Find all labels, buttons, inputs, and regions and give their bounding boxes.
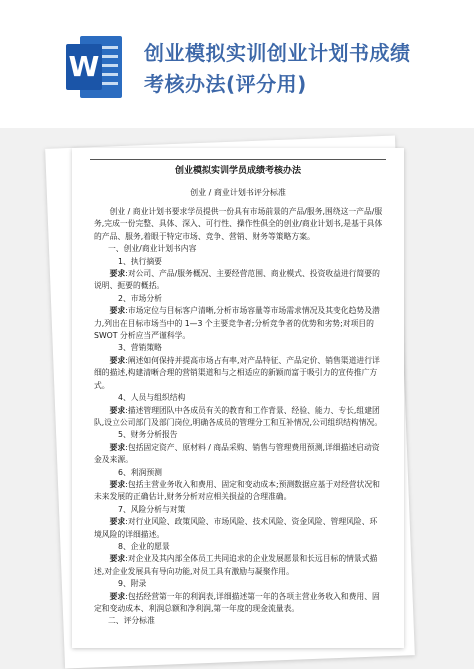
requirement-label: 要求: [109, 591, 126, 601]
item-title: 8、企业的愿景: [118, 541, 170, 551]
item-title: 3、营销策略: [118, 343, 162, 353]
requirement-text: :包括经营第一年的利润表,详细描述第一年的各项主营业务收入和费用、固定和变动成本、利润总额和净利润,第一年度的现金流量表。: [94, 591, 380, 613]
document-title: [144, 38, 464, 100]
page-subheading: 创业 / 商业计划书评分标准: [190, 188, 286, 197]
section-heading-2: 二、评分标准: [108, 616, 155, 626]
word-document-icon: [66, 36, 122, 98]
requirement-label: 要求: [109, 442, 126, 452]
requirement-text: :对行业风险、政策风险、市场风险、技术风险、资金风险、管理风险、环境风险的详细描述。: [94, 517, 378, 539]
requirement-text: :阐述如何保持并提高市场占有率,对产品特征、产品定价、销售渠道进行详细的描述,构建清晰合理的营销渠道和与之相适应的新颖而富于吸引力的宣传推广方式。: [94, 355, 380, 390]
page-body: [94, 206, 384, 628]
requirement-label: 要求: [109, 405, 126, 415]
item-requirement: [94, 591, 384, 616]
document-title-line-1: 创业模拟实训创业计划书成绩: [144, 41, 411, 65]
word-icon-letter: W: [66, 44, 102, 90]
requirement-text: :对公司、产品/服务概况、主要经营范围、商业模式、投资收益进行简要的说明、扼要的概括。: [94, 269, 380, 291]
item-requirement: [94, 442, 384, 467]
page-heading: 创业模拟实训学员成绩考核办法: [174, 166, 301, 176]
item-title: 4、人员与组织结构: [118, 393, 186, 403]
requirement-text: :包括固定资产、原材料 / 商品采购、销售与管理费用预测,详细描述启动资金及来源。: [94, 442, 380, 465]
requirement-label: 要求: [109, 517, 126, 527]
item-requirement: [94, 305, 384, 342]
item-title: 5、财务分析报告: [118, 430, 178, 440]
item-title: 7、风险分析与对策: [118, 504, 186, 514]
item-title: 1、执行摘要: [118, 256, 162, 266]
requirement-text: :描述管理团队中各成员有关的教育和工作背景、经验、能力、专长,组建团队,设立公司部门及部门岗位,明确各成员的管理分工和互补情况,公司组织结构情况。: [94, 405, 383, 427]
item-requirement: [94, 355, 384, 392]
requirement-label: 要求: [109, 479, 126, 489]
item-requirement: [94, 516, 384, 541]
item-requirement: [94, 553, 384, 578]
item-title: 2、市场分析: [118, 293, 162, 303]
top-rule: [90, 159, 386, 160]
document-title-line-2: 考核办法(评分用): [144, 72, 307, 96]
requirement-label: 要求: [109, 355, 126, 365]
requirement-text: :包括主营业务收入和费用、固定和变动成本;预测数据应基于对经营状况和未来发展的正确估计,财务分析对应相关损益的合理准确。: [94, 479, 380, 502]
document-page: [72, 148, 404, 648]
requirement-text: :市场定位与目标客户清晰,分析市场容量等市场需求情况及其变化趋势及潜力,列出在目标市场当中的 1—3 个主要竞争者;分析竞争者的优势和劣势;对项目的 SWOT 分析应当严谨科学。: [94, 306, 380, 341]
header-band: [0, 0, 474, 128]
requirement-text: :对企业及其内部全体员工共同追求的企业发展愿景和长远目标的情景式描述,对企业发展具有导向功能,对员工具有激励与凝聚作用。: [94, 554, 378, 576]
intro-paragraph: 创业 / 商业计划书要求学员提供一份具有市场前景的产品/服务,围绕这一产品/服务,完成一份完整、具体、深入、可行性、操作性俱全的创业/商业计划书,是基于具体的产品、服务,着眼于特定市场、竞争、营销、财务等策略方案。: [94, 207, 383, 241]
requirement-label: 要求: [109, 554, 126, 564]
section-items: [94, 256, 384, 616]
requirement-label: 要求: [109, 306, 126, 316]
item-title: 6、利润预测: [118, 467, 162, 477]
requirement-label: 要求: [109, 269, 126, 279]
item-requirement: [94, 405, 384, 430]
document-preview: [0, 128, 474, 669]
section-heading-1: 一、创业/商业计划书内容: [108, 244, 197, 254]
item-title: 9、附录: [118, 579, 147, 589]
item-requirement: [94, 479, 384, 504]
item-requirement: [94, 268, 384, 293]
